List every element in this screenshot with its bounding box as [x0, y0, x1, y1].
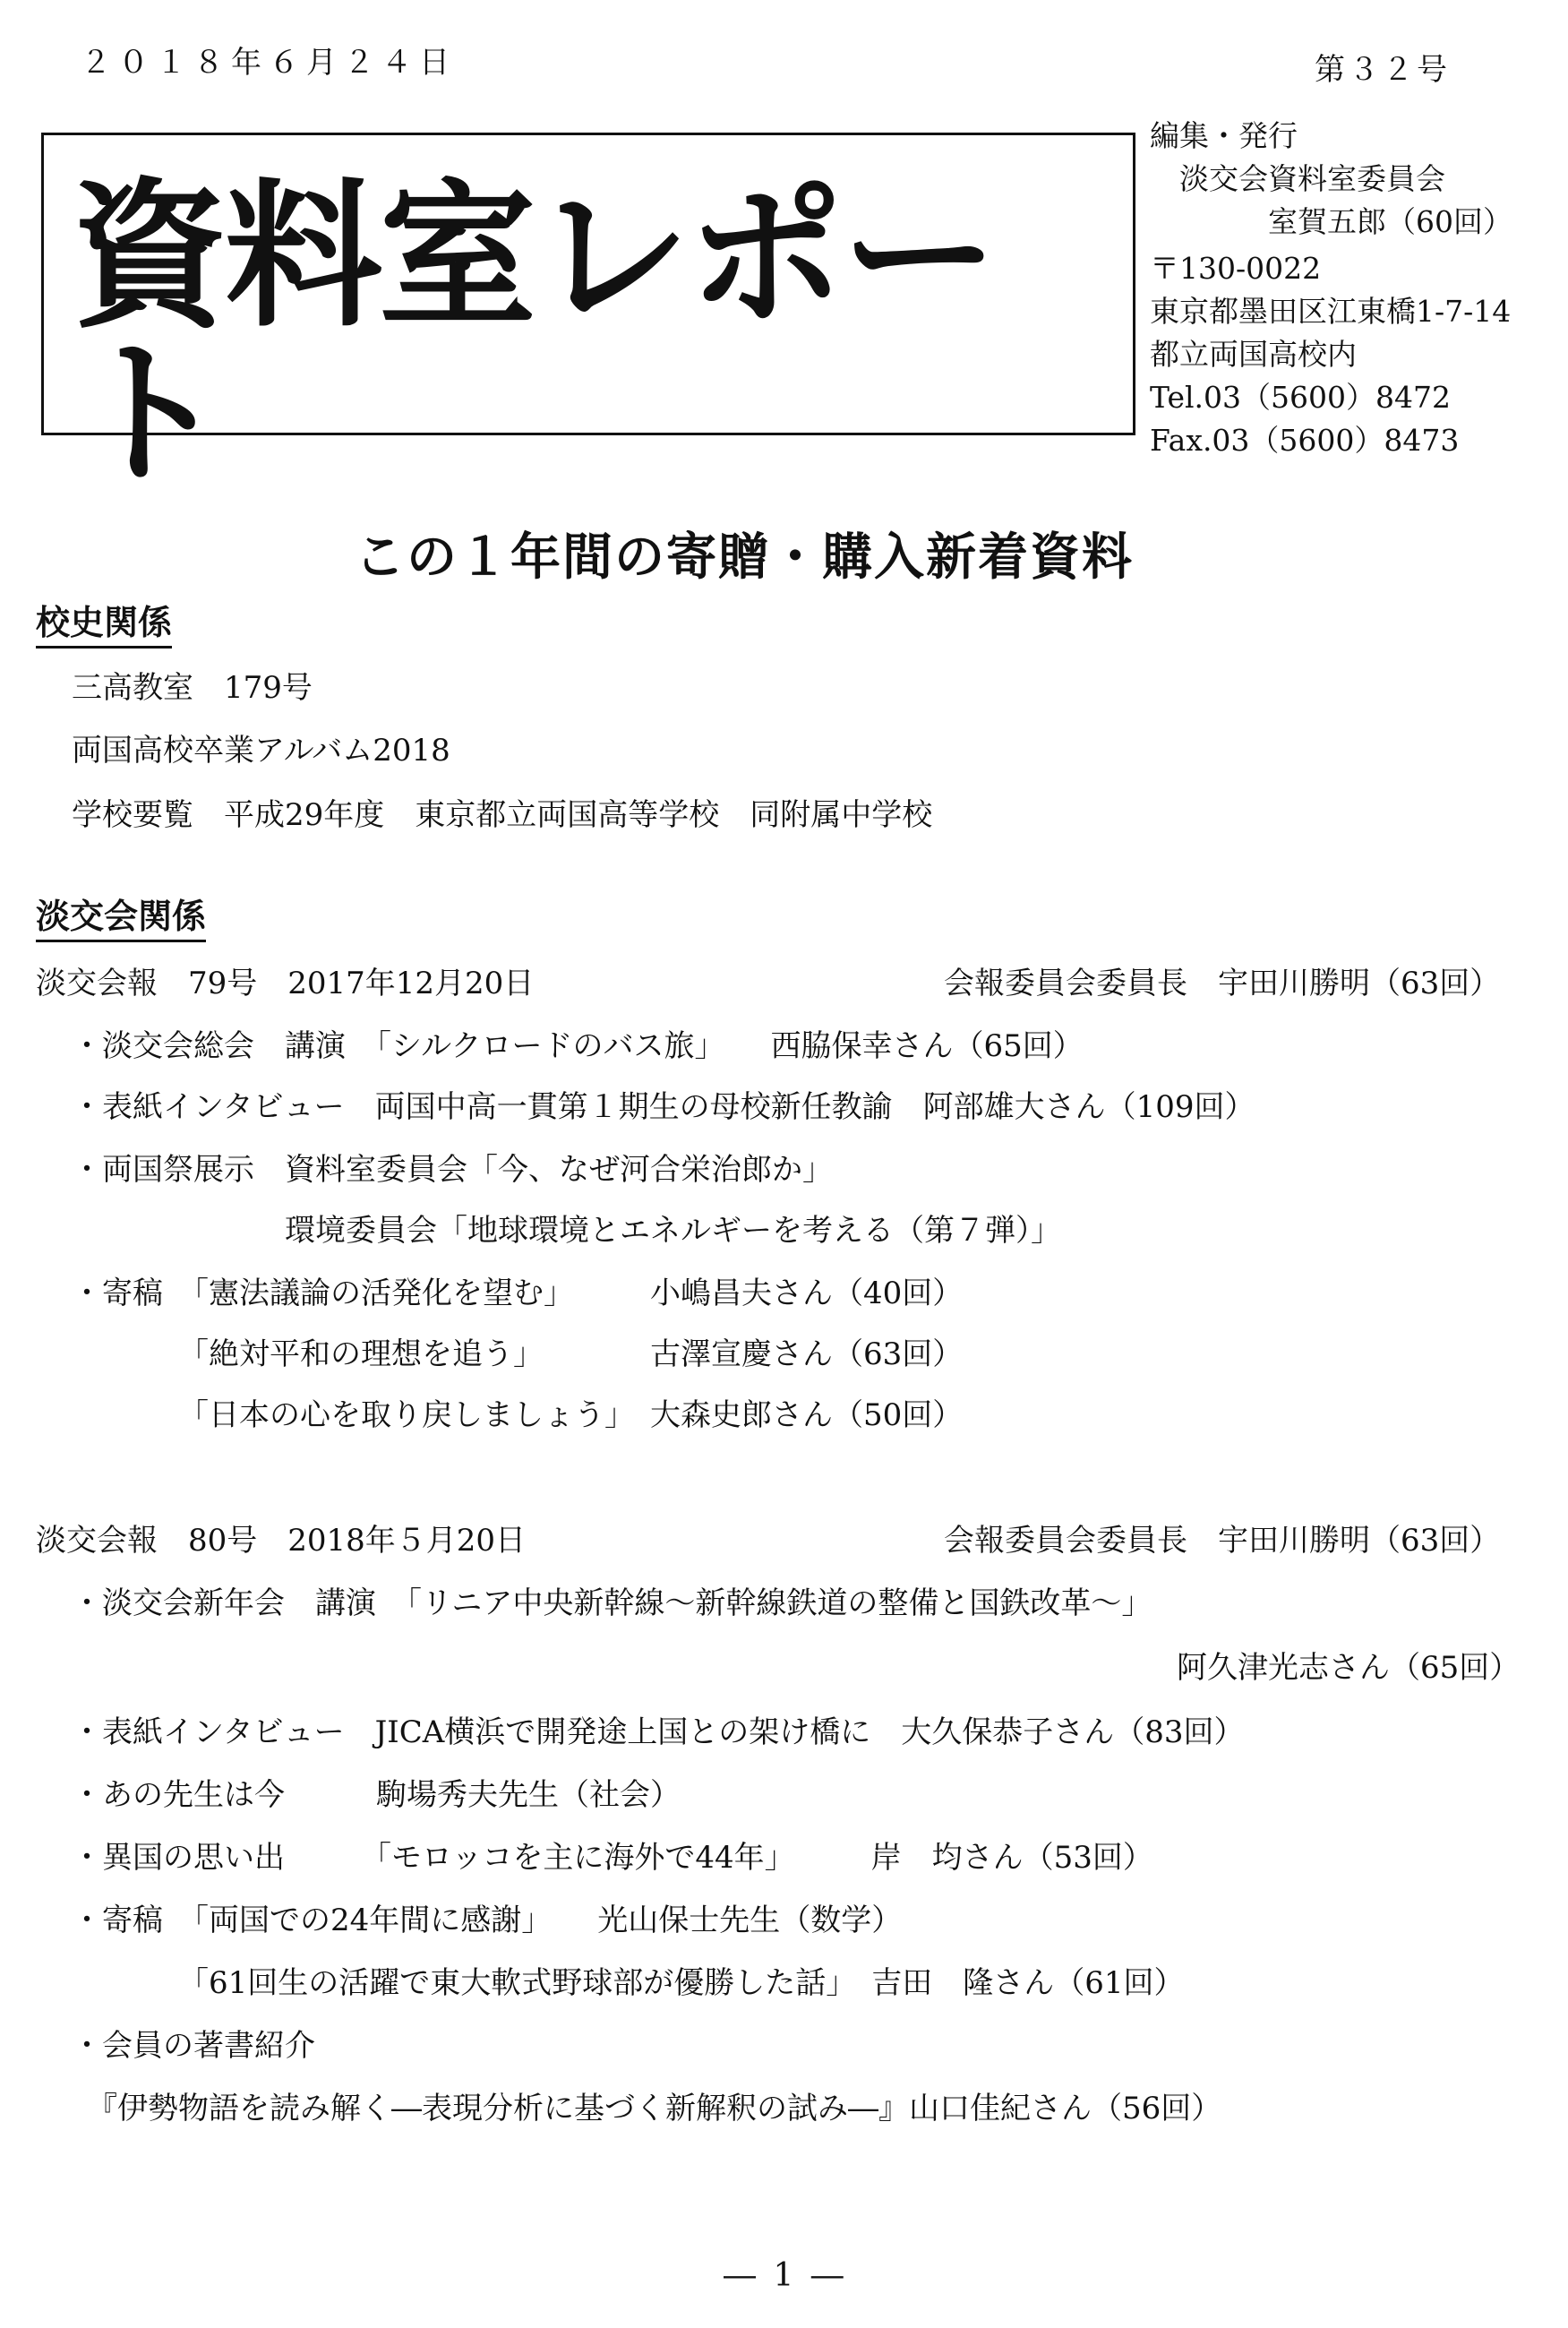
fax-number: Fax.03（5600）8473 [1150, 423, 1460, 458]
issue79-editor: 会報委員会委員長 宇田川勝明（63回） [944, 966, 1501, 1001]
list-item: ・表紙インタビュー JICA横浜で開発途上国との架け橋に 大久保恭子さん（83回） [72, 1714, 1245, 1750]
publisher-line: 室賀五郎（60回） [1150, 204, 1512, 239]
address-line: 都立両国高校内 [1150, 337, 1357, 372]
issue80-editor: 会報委員会委員長 宇田川勝明（63回） [944, 1523, 1501, 1559]
list-item: ・淡交会総会 講演 「シルクロードのバス旅」 西脇保幸さん（65回） [72, 1028, 1084, 1064]
list-item: 「日本の心を取り戻しましょう」 大森史郎さん（50回） [72, 1397, 964, 1433]
list-item: ・寄稿 「両国での24年間に感謝」 光山保士先生（数学） [72, 1903, 903, 1938]
list-item: 環境委員会「地球環境とエネルギーを考える（第７弾）」 [72, 1213, 1061, 1249]
issue-number: 第３２号 [1315, 52, 1451, 88]
list-item: ・会員の著書紹介 [72, 2028, 315, 2064]
page-number: ― 1 ― [724, 2257, 847, 2294]
issue80-header: 淡交会報 80号 2018年５月20日 [36, 1523, 527, 1559]
list-item: ・異国の思い出 「モロッコを主に海外で44年」 岸 均さん（53回） [72, 1840, 1153, 1876]
list-item: 三高教室 179号 [72, 670, 313, 706]
issue-date: ２０１８年６月２４日 [81, 45, 457, 81]
list-item: 「61回生の活躍で東大軟式野球部が優勝した話」 吉田 隆さん（61回） [72, 1965, 1185, 2001]
section-title-tankokai: 淡交会関係 [36, 889, 206, 942]
title-box [41, 133, 1135, 506]
section-title-school-history: 校史関係 [36, 595, 172, 649]
address-line: 東京都墨田区江東橋1-7-14 [1150, 294, 1512, 329]
list-item: 『伊勢物語を読み解く―表現分析に基づく新解釈の試み―』山口佳紀さん（56回） [72, 2091, 1222, 2126]
list-item: ・寄稿 「憲法議論の活発化を望む」 小嶋昌夫さん（40回） [72, 1276, 964, 1311]
list-item: 学校要覧 平成29年度 東京都立両国高等学校 同附属中学校 [72, 797, 933, 833]
list-item: 両国高校卒業アルバム2018 [72, 733, 450, 769]
list-item: ・両国祭展示 資料室委員会「今、なぜ河合栄治郎か」 [72, 1152, 833, 1188]
list-item: 「絶対平和の理想を追う」 古澤宣慶さん（63回） [72, 1336, 964, 1372]
newsletter-title: 資料室レポート [71, 165, 996, 506]
list-item: ・表紙インタビュー 両国中高一貫第１期生の母校新任教諭 阿部雄大さん（109回） [72, 1089, 1255, 1125]
list-item: ・淡交会新年会 講演 「リニア中央新幹線～新幹線鉄道の整備と国鉄改革～」 [72, 1585, 1152, 1621]
publisher-line: 淡交会資料室委員会 [1150, 161, 1445, 196]
postal-code: 〒130-0022 [1150, 251, 1322, 286]
publisher-line: 編集・発行 [1150, 118, 1298, 153]
tel-number: Tel.03（5600）8472 [1150, 380, 1451, 415]
list-item: 阿久津光志さん（65回） [1177, 1650, 1521, 1686]
page-heading: この１年間の寄贈・購入新着資料 [355, 528, 1134, 587]
issue79-header: 淡交会報 79号 2017年12月20日 [36, 966, 535, 1001]
list-item: ・あの先生は今 駒場秀夫先生（社会） [72, 1777, 681, 1813]
